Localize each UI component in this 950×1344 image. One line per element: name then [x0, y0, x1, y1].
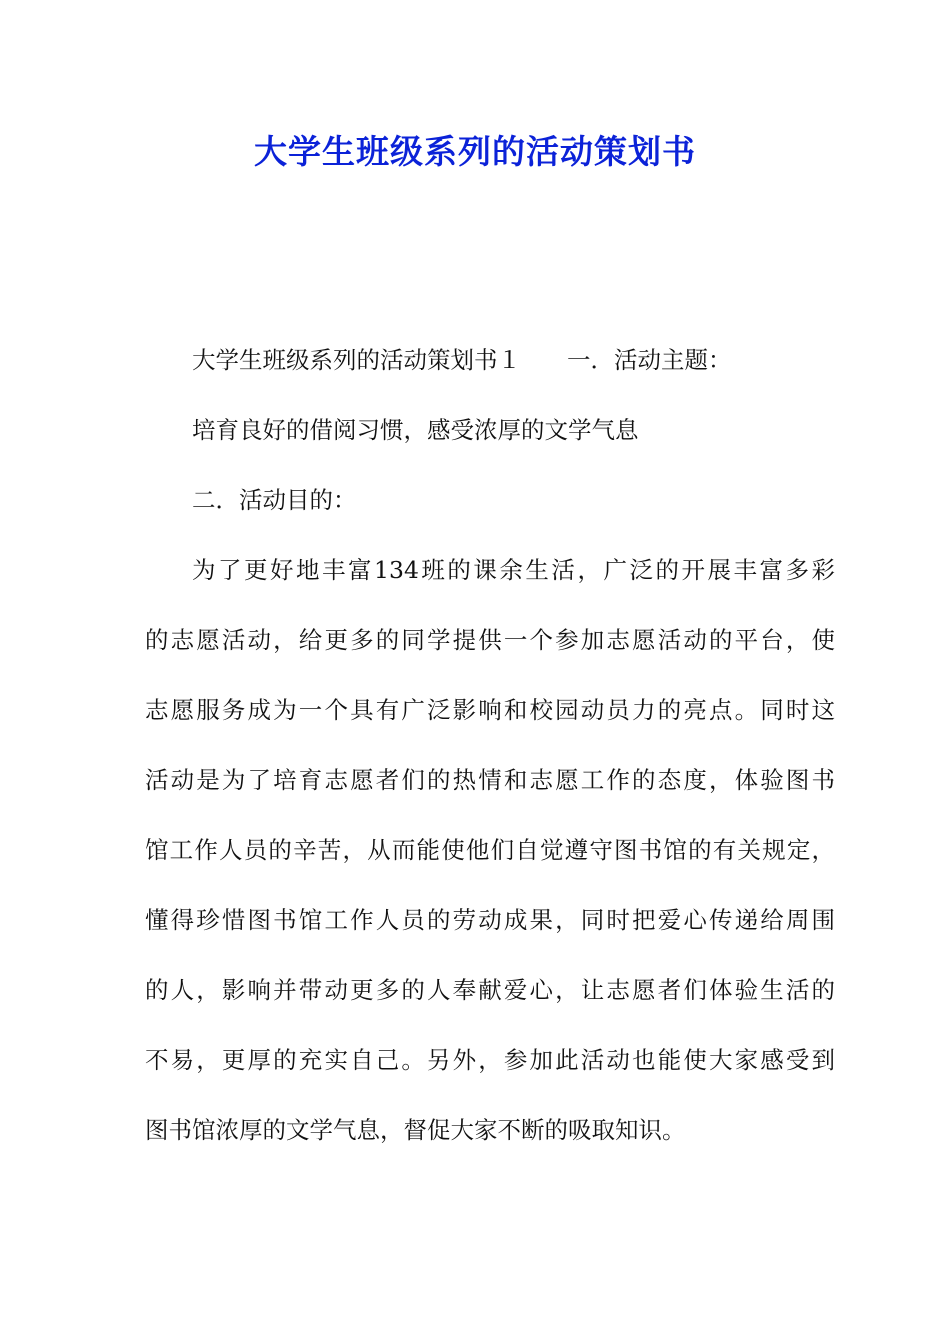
- heading-line: [145, 336, 835, 406]
- purpose-line: 馆工作人员的辛苦，从而能使他们自觉遵守图书馆的有关规定，: [145, 836, 835, 864]
- document-title: 大学生班级系列的活动策划书: [254, 132, 696, 171]
- purpose-line: 为了更好地丰富134班的课余生活，广泛的开展丰富多彩: [192, 556, 835, 584]
- purpose-line: 的志愿活动，给更多的同学提供一个参加志愿活动的平台，使: [145, 626, 835, 654]
- purpose-heading: 二．活动目的：: [192, 486, 357, 514]
- purpose-line-last: 图书馆浓厚的文学气息，督促大家不断的吸取知识。: [145, 1116, 686, 1144]
- theme-text: 培育良好的借阅习惯，感受浓厚的文学气息: [192, 416, 639, 444]
- purpose-line: 懂得珍惜图书馆工作人员的劳动成果，同时把爱心传递给周围: [145, 906, 835, 934]
- purpose-line: 志愿服务成为一个具有广泛影响和校园动员力的亮点。同时这: [145, 696, 835, 724]
- purpose-line: 的人，影响并带动更多的人奉献爱心，让志愿者们体验生活的: [145, 976, 835, 1004]
- plan-heading: 大学生班级系列的活动策划书１: [192, 346, 521, 374]
- theme-heading: 一．活动主题：: [567, 346, 732, 374]
- purpose-line: 不易，更厚的充实自己。另外，参加此活动也能使大家感受到: [145, 1046, 835, 1074]
- document-body: [145, 336, 835, 1176]
- purpose-line: 活动是为了培育志愿者们的热情和志愿工作的态度，体验图书: [145, 766, 835, 794]
